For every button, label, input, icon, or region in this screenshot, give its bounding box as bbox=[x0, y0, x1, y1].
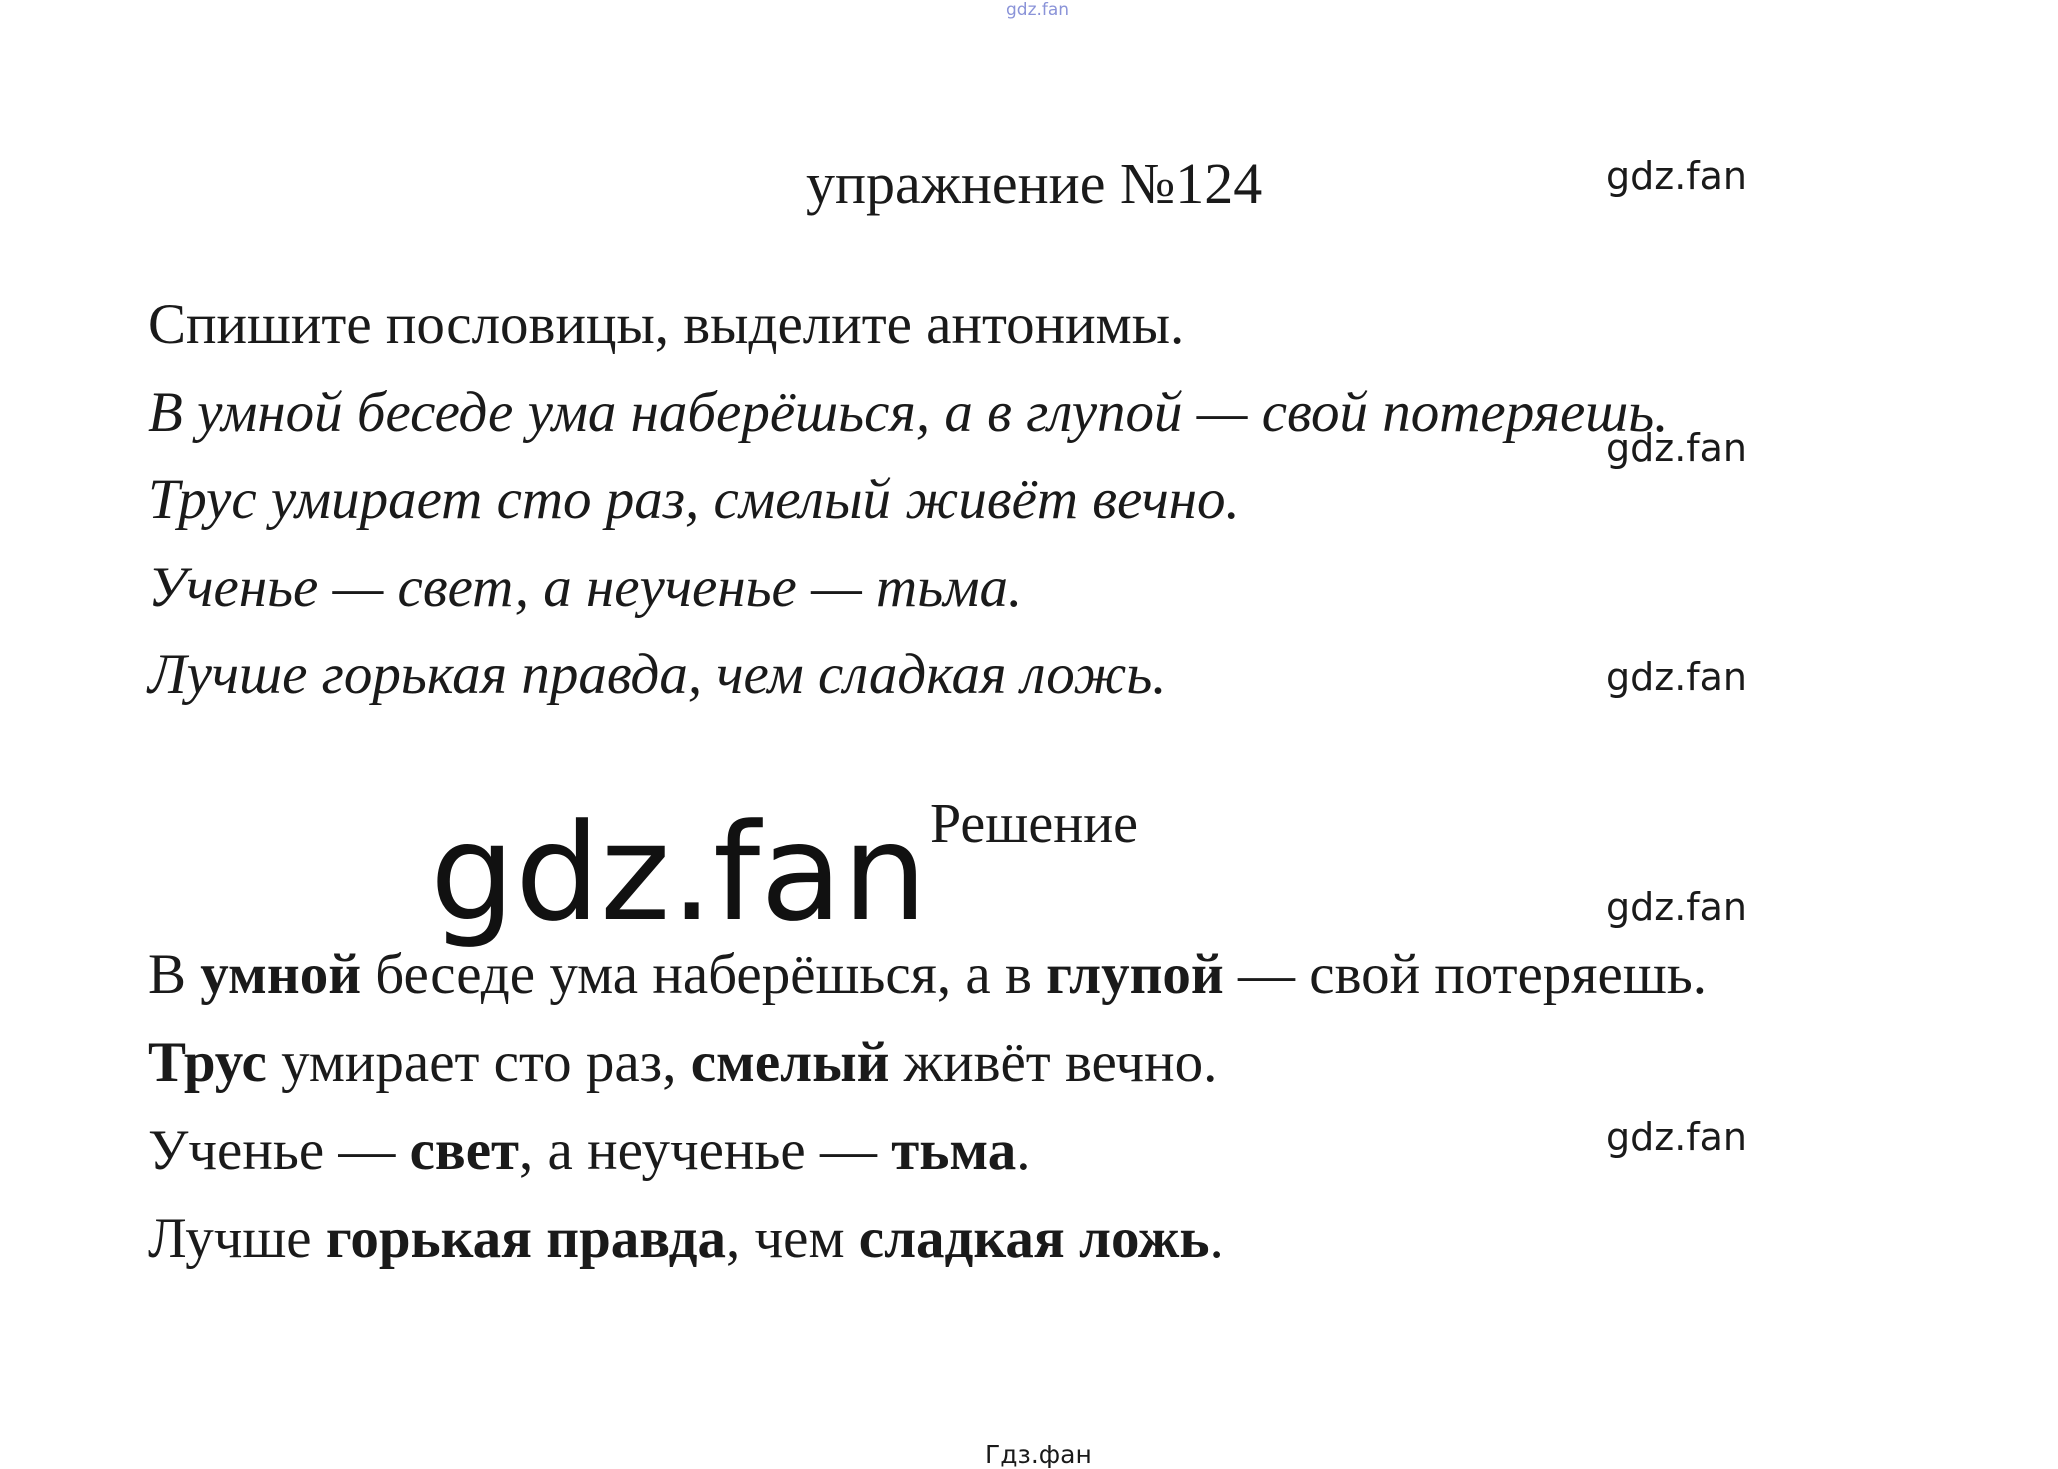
antonym-word: тьма bbox=[891, 1119, 1017, 1182]
answer-text: , а неученье — bbox=[519, 1119, 892, 1182]
answer-text: Лучше bbox=[148, 1207, 326, 1270]
footer-watermark: Гдз.фан bbox=[985, 1440, 1092, 1469]
answer-text: . bbox=[1016, 1119, 1031, 1182]
answer-text: беседе ума наберёшься, а в bbox=[361, 943, 1047, 1006]
antonym-word: глупой bbox=[1046, 943, 1224, 1006]
answer-line bbox=[148, 1030, 1217, 1095]
proverb-line: Лучше горькая правда, чем сладкая ложь. bbox=[148, 643, 1167, 706]
exercise-title: упражнение №124 bbox=[806, 151, 1263, 216]
antonym-word: умной bbox=[200, 943, 362, 1006]
answer-text: — свой потеряешь. bbox=[1223, 943, 1707, 1006]
side-watermark: gdz.fan bbox=[1606, 426, 1748, 470]
answer-text: . bbox=[1209, 1207, 1224, 1270]
answer-text: , чем bbox=[725, 1207, 859, 1270]
answer-text: Ученье — bbox=[148, 1119, 410, 1182]
side-watermark: gdz.fan bbox=[1606, 154, 1748, 198]
proverb-line: В умной беседе ума наберёшься, а в глупой — свой потеряешь. bbox=[148, 381, 1669, 444]
side-watermark: gdz.fan bbox=[1606, 885, 1748, 929]
big-watermark: gdz.fan bbox=[430, 795, 928, 951]
top-watermark: gdz.fan bbox=[1006, 0, 1070, 20]
antonym-word: горькая правда bbox=[325, 1207, 726, 1270]
answer-text: умирает сто раз, bbox=[266, 1031, 691, 1094]
antonym-word: смелый bbox=[690, 1031, 890, 1094]
solution-label: Решение bbox=[930, 793, 1139, 855]
side-watermark: gdz.fan bbox=[1606, 1115, 1748, 1159]
answer-text: В bbox=[148, 943, 201, 1006]
answer-line bbox=[148, 1206, 1224, 1271]
answer-line bbox=[148, 942, 1707, 1007]
antonym-word: Трус bbox=[148, 1031, 267, 1094]
answer-line bbox=[148, 1118, 1031, 1183]
proverb-line: Трус умирает сто раз, смелый живёт вечно. bbox=[148, 468, 1240, 531]
side-watermark: gdz.fan bbox=[1606, 655, 1748, 699]
antonym-word: свет bbox=[409, 1119, 520, 1182]
task-text: Спишите пословицы, выделите антонимы. bbox=[148, 293, 1185, 356]
proverb-line: Ученье — свет, а неученье — тьма. bbox=[148, 556, 1023, 619]
answer-text: живёт вечно. bbox=[889, 1031, 1218, 1094]
antonym-word: сладкая ложь bbox=[858, 1207, 1210, 1270]
